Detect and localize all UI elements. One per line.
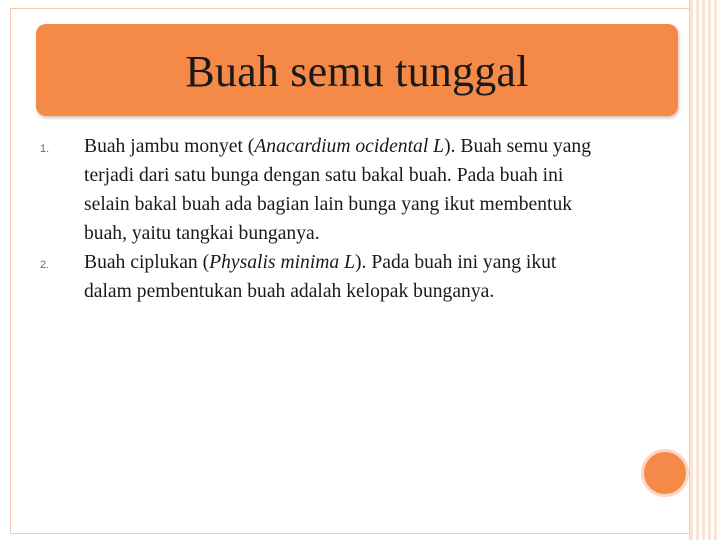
scientific-name: Anacardium ocidental L — [254, 136, 445, 157]
list-item-text: Buah jambu monyet (Anacardium ocidental L). Buah semu yang terjadi dari satu bunga dengan satu bakal buah. Pada buah ini selain bakal buah ada bagian lain bunga yang ikut membentuk buah, yaitu tangkai bunganya. — [84, 136, 592, 244]
scientific-name: Physalis minima L — [209, 252, 356, 273]
list-item — [40, 248, 640, 306]
title-banner — [36, 24, 678, 116]
list-item-number: 2. — [40, 259, 50, 271]
slide-title: Buah semu tunggal — [185, 46, 529, 96]
decorative-circle — [641, 449, 689, 497]
list-item-text: Buah ciplukan (Physalis minima L). Pada buah ini yang ikut dalam pembentukan buah adalah kelopak bunganya. — [84, 252, 557, 302]
list-item-number: 1. — [40, 143, 50, 155]
list-item — [40, 132, 640, 248]
decorative-stripes — [689, 0, 720, 540]
numbered-list — [40, 132, 640, 306]
